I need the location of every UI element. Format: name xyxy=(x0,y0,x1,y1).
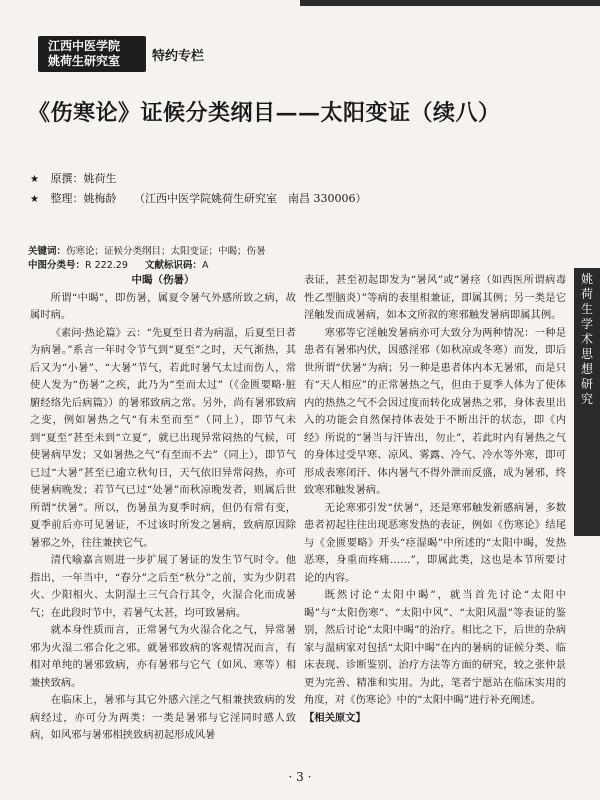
body-paragraph: 表证，甚至初起即发为“暑风”或“暑痉（如西医所谓病毒性乙型脑炎）”等病的表里相兼证，即属其例；另一类是它淫触发而成暑病，如本文所叙的寒邪触发暑病即属其例。 xyxy=(304,274,566,321)
body-paragraph: 无论寒邪引发“伏暑”，还是寒邪触发新感病暑，多数患者初起往往出现恶寒发热的表证，例如《伤寒论》结尾与《金匮要略》开头“痉湿暍”中所述的“太阳中暍，发热恶寒，身重而疼痛……”，即属此类，这也是本节所要讨论的内容。 xyxy=(304,501,566,584)
page-number: · 3 · xyxy=(288,770,312,784)
badge-institution xyxy=(38,36,146,72)
editor-line xyxy=(30,190,366,206)
body-paragraph: 既然讨论“太阳中暍”，就当首先讨论“太阳中暍”与“太阳伤寒”、“太阳中风”、“太阳风温”等表证的鉴别，然后讨论“太阳中暍”的治疗。相比之下，后世的杂病家与温病家对包括“太阳中暍”在内的暑病的证候分类、临床表现、诊断鉴别、治疗方法等方面的研究，较之张仲景更为完善、精准和实用。为此，笔者宁愿站在临床实用的角度，对《伤寒论》中的“太阳中暍”进行补充阐述。 xyxy=(304,589,566,706)
section-heading: 中暍（伤暑） xyxy=(131,274,195,286)
doc-value: A xyxy=(201,260,209,271)
right-column xyxy=(304,272,566,727)
body-paragraph: 寒邪等它淫触发暑病亦可大致分为两种情况：一种是患者有暑邪内伏，因感淫邪（如秋凉或冬寒）而发，即后世所谓“伏暑”为病；另一种是患者体内本无暑邪，而是只有“天人相应”的正常暑热之气，但由于夏季人体为了使体内的热热之气不会因过度而转化成暑热之邪，身体表里出入的功能会自然保持体表处于不断出汗的状态，即《内经》所说的“暑当与汗皆出，勿止”，若此时内有暑热之气的身体过受早寒、凉风、雾露、冷气、冷水等外寒，即可形成表寒闭汗、体内暑气不得外泄而反盛，成为暑邪，终致寒邪触发暑病。 xyxy=(304,326,566,496)
body-paragraph: 就本身性质而言，正常暑气为火湿合化之气，异常暑邪为火湿二邪合化之邪。就暑邪致病的客观情况而言，有相对单纯的暑邪致病，亦有暑邪与它气（如风、寒等）相兼挟致病。 xyxy=(30,624,296,689)
badge-line-2: 姚荷生研究室 xyxy=(48,54,121,68)
affiliation-text: （江西中医学院姚荷生研究室 南昌 330006） xyxy=(133,192,367,205)
body-paragraph: 所谓“中暍”，即伤暑，属夏令暑气外感所致之病，故属时病。 xyxy=(30,291,296,321)
tab-char: 研 xyxy=(580,377,593,391)
author-line xyxy=(30,170,116,186)
star-icon: ★ xyxy=(30,194,39,205)
tab-char: 姚 xyxy=(580,272,593,286)
tab-char: 学 xyxy=(580,317,593,331)
star-icon: ★ xyxy=(30,174,39,185)
editor-text: 整理：姚梅龄 xyxy=(50,192,117,205)
keywords-block xyxy=(28,245,568,273)
body-paragraph: 《素问·热论篇》云：“先夏至日者为病温，后夏至日者为病暑。”系言一年时令节气到“夏至”之时，天气渐热，其后又为“小暑”、“大暑”节气，若此时暑气太过而伤人，常使人发为“伤暑”之疾，此乃为“至而太过”（《金匮要略·脏腑经络先后病篇》）的暑邪致病之常。另外，尚有暑邪致病之变，例如暑热之气“有未至而至”（同上），即节气未到“夏至”甚至未到“立夏”，就已出现异常闷热的气候，可使暑病早发；又如暑热之气“有至而不去”（同上），即节气已过“大暑”甚至已逾立秋旬日，天气依旧异常闷热，亦可使暑病晚发；若节气已过“处暑”而秋凉晚发者，则属后世所谓“伏暑”。所以，伤暑虽为夏季时病，但仍有常有变，夏季前后亦可见暑证，不过该时所发之暑病，致病原因除暑邪之外，往往兼挟它气。 xyxy=(30,326,296,549)
doc-label: 文献标识码： xyxy=(144,260,202,271)
top-dark-band xyxy=(300,0,600,6)
related-text-heading: 【相关原文】 xyxy=(304,711,366,724)
body-paragraph: 在临床上，暑邪与其它外感六淫之气相兼挟致病的发病经过，亦可分为两类：一类是暑邪与它淫同时感人致病，如风邪与暑邪相挟致病初起形成风暑 xyxy=(30,694,296,741)
body-paragraph: 清代喻嘉言则进一步扩展了暑证的发生节气时令。他指出，一年当中，“春分”之后至“秋分”之前，实为少阴君火、少阳相火、太阴湿土三气合行其令，火湿合化而成暑气；在此段时节中，若暑气太甚，均可致暑病。 xyxy=(30,554,296,619)
tab-char: 生 xyxy=(580,302,593,316)
vertical-column-tab xyxy=(574,268,600,536)
tab-char: 思 xyxy=(580,347,593,361)
column-badge xyxy=(38,36,204,72)
article-title: 《伤寒论》证候分类纲目——太阳变证（续八） xyxy=(28,100,501,126)
keywords-text: 伤寒论；证候分类纲目；太阳变证；中暍；伤暑 xyxy=(66,246,266,257)
left-column xyxy=(30,272,296,745)
tab-char: 荷 xyxy=(580,287,593,301)
tab-char: 术 xyxy=(580,332,593,346)
keywords-line xyxy=(28,245,568,259)
tab-char: 究 xyxy=(580,392,593,406)
badge-line-1: 江西中医学院 xyxy=(48,39,121,53)
class-value: R 222.29 xyxy=(85,260,128,271)
badge-suffix: 特约专栏 xyxy=(152,48,205,64)
class-label: 中图分类号： xyxy=(28,260,86,271)
author-text: 原撰：姚荷生 xyxy=(50,172,117,185)
keywords-label: 关键词： xyxy=(28,246,67,257)
classification-line xyxy=(28,259,568,273)
tab-char: 想 xyxy=(580,362,593,376)
